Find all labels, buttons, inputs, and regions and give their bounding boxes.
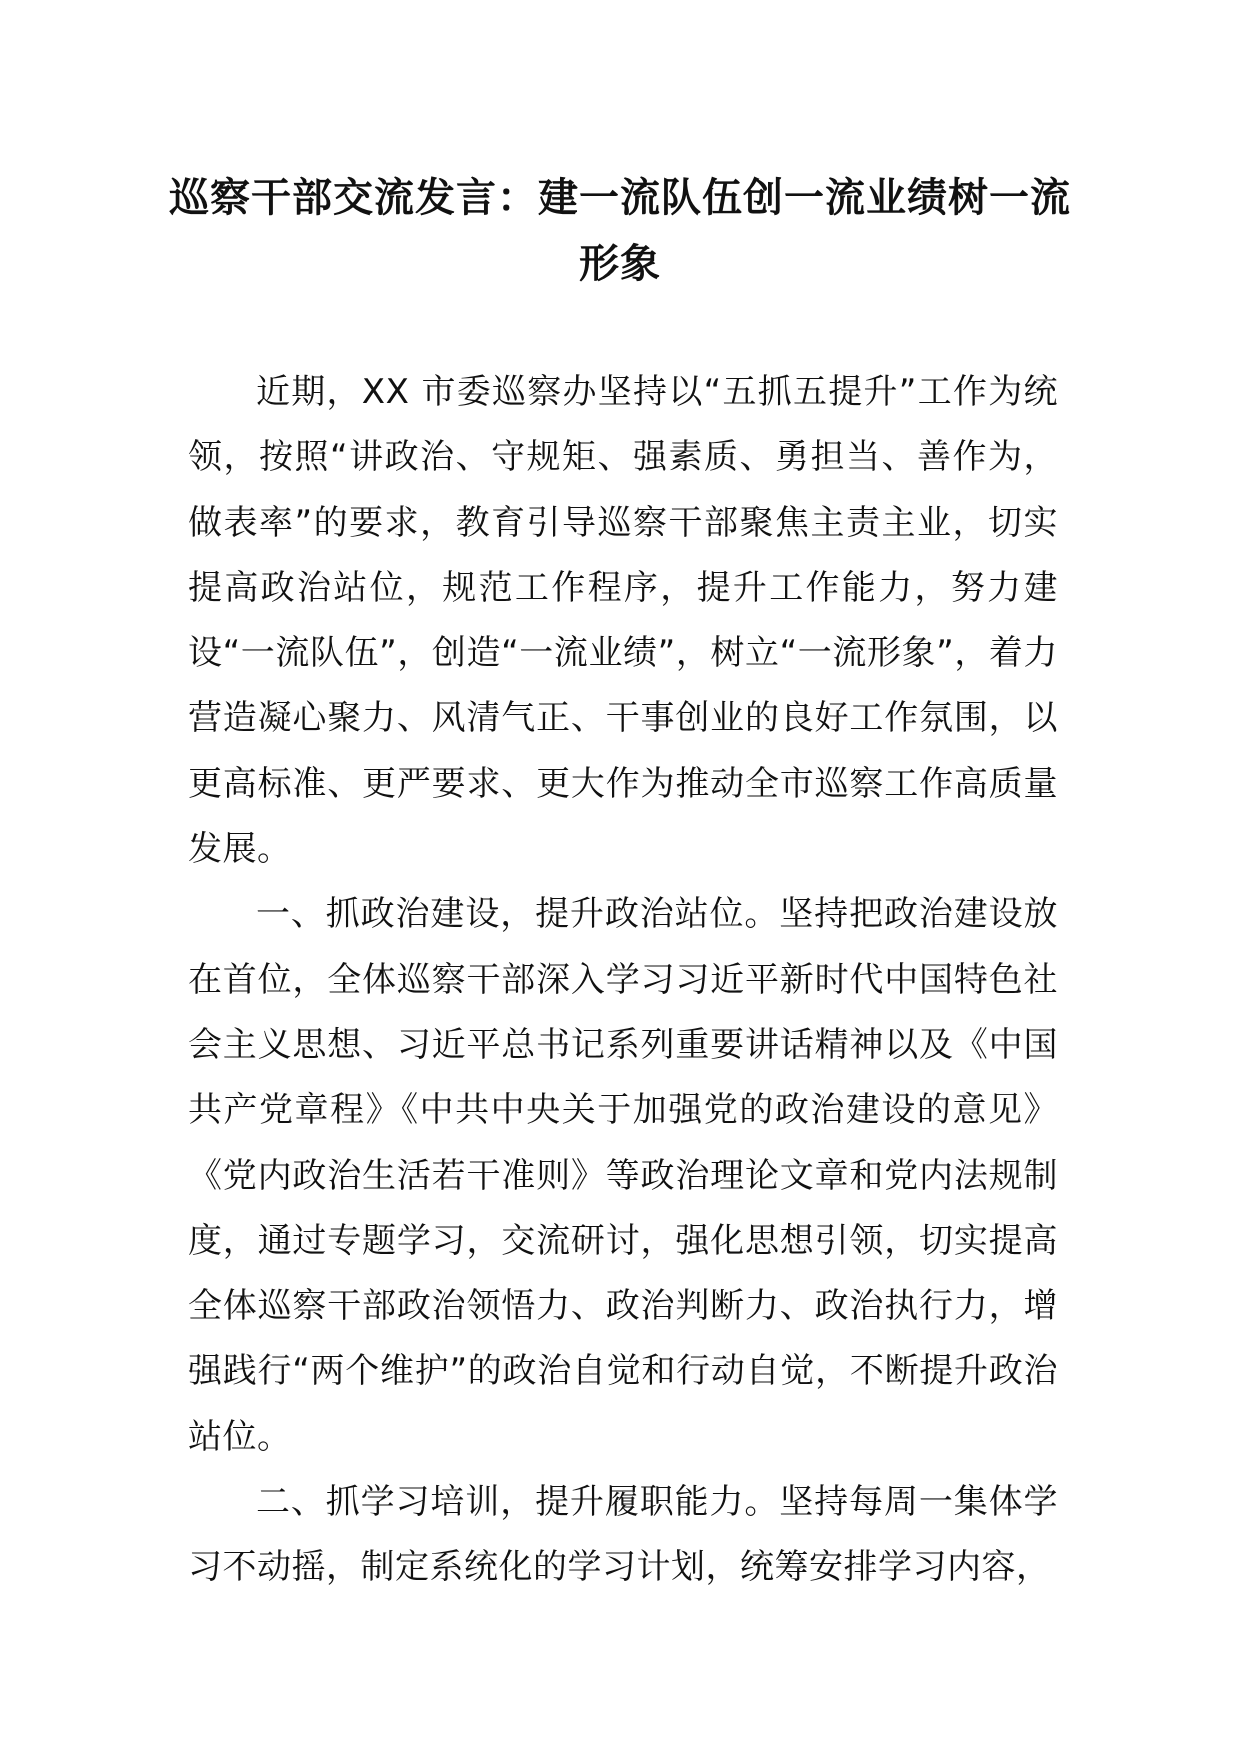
paragraph-lead: 一、抓政治建设，提升政治站位。 [256,894,780,935]
paragraph-section-1 [188,882,1058,1470]
paragraph-lead: 二、抓学习培训，提升履职能力。 [256,1482,780,1523]
paragraph-text: 坚持每周一集体学习不动摇，制定系统化的学习计划，统筹安排学习内容， [188,1482,1059,1588]
document-body [188,360,1058,1601]
paragraph-text: 近期，XX 市委巡察办坚持以“五抓五提升”工作为统领，按照“讲政治、守规矩、强素质、勇担当、善作为，做表率”的要求，教育引导巡察干部聚焦主责主业，切实提高政治站位，规范工作程序，提升工作能力，努力建设“一流队伍”，创造“一流业绩”，树立“一流形象”，着力营造凝心聚力、风清气正、干事创业的良好工作氛围，以更高标准、更严要求、更大作为推动全市巡察工作高质量发展。 [188,372,1058,870]
paragraph-section-2 [188,1470,1058,1601]
paragraph-intro [188,360,1058,882]
paragraph-text: 坚持把政治建设放在首位，全体巡察干部深入学习习近平新时代中国特色社会主义思想、习近平总书记系列重要讲话精神以及《中国共产党章程》《中共中央关于加强党的政治建设的意见》《党内政治生活若干准则》等政治理论文章和党内法规制度，通过专题学习，交流研讨，强化思想引领，切实提高全体巡察干部政治领悟力、政治判断力、政治执行力，增强践行“两个维护”的政治自觉和行动自觉，不断提升政治站位。 [188,894,1059,1457]
document-title: 巡察干部交流发言：建一流队伍创一流业绩树一流形象 [169,175,1071,287]
